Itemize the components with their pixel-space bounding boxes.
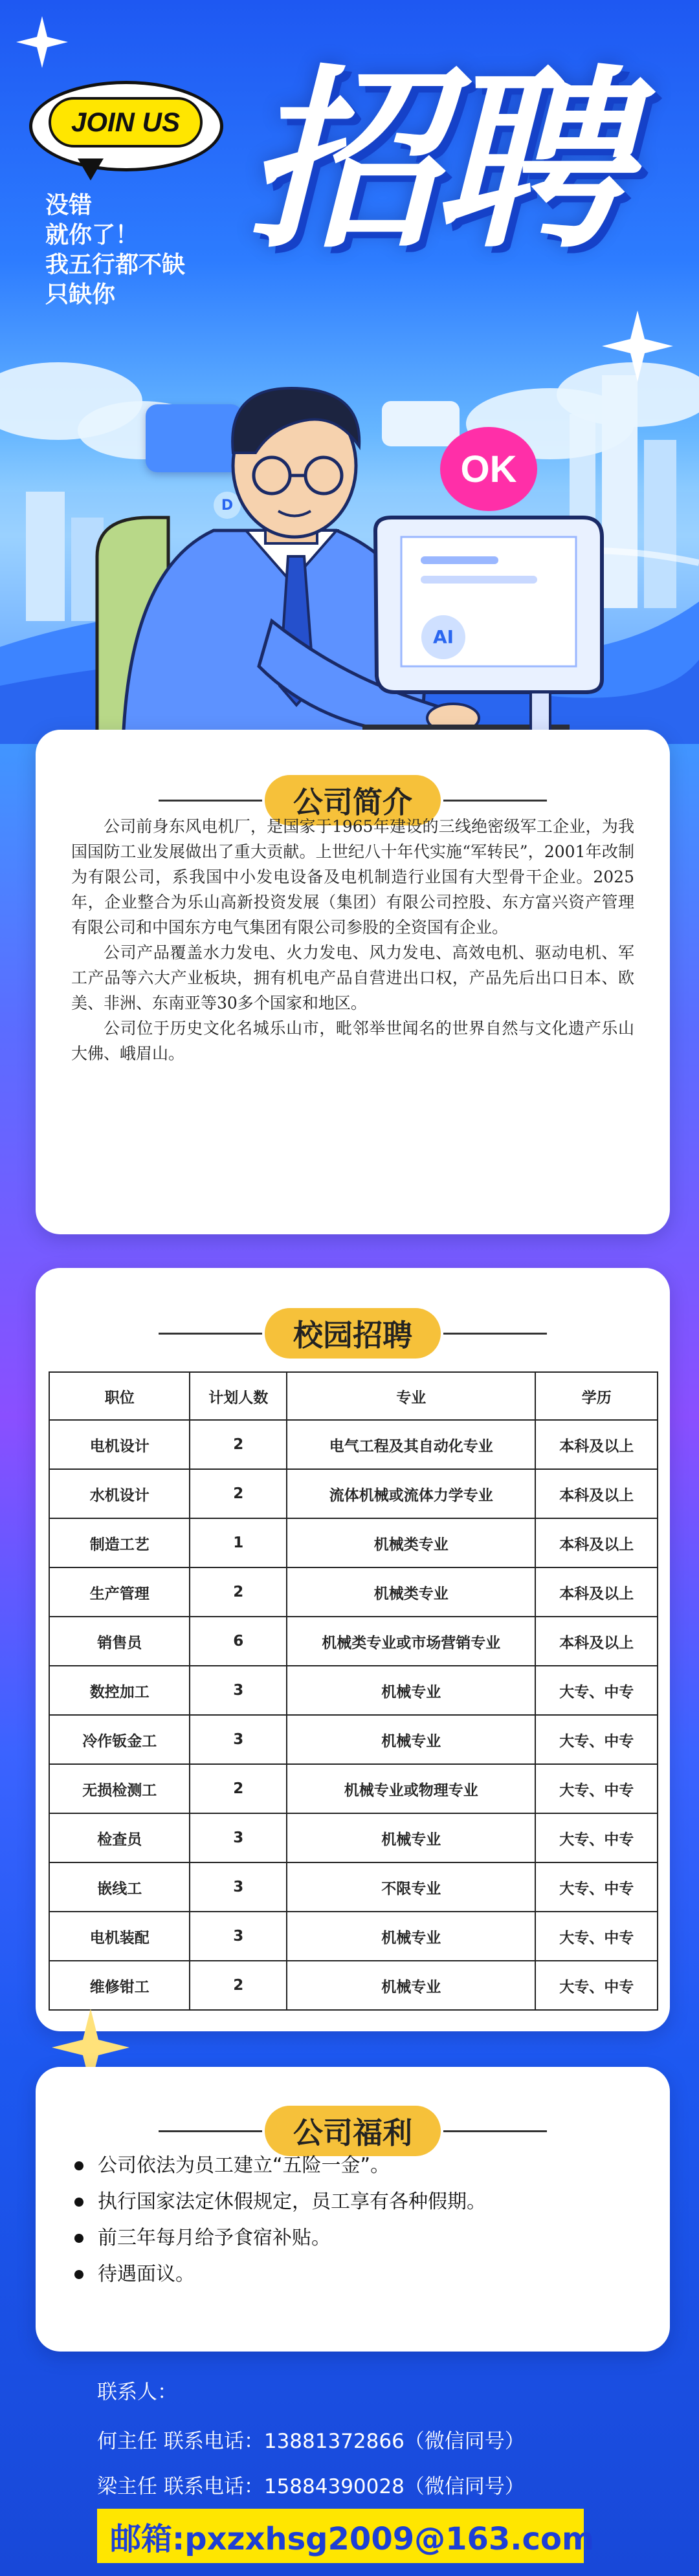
welfare-text: 执行国家法定休假规定，员工享有各种假期。: [98, 2190, 486, 2213]
contact-heading: 联系人：: [97, 2381, 177, 2404]
welfare-title: 公司福利: [265, 2106, 441, 2156]
table-cell: 本科及以上: [535, 1420, 658, 1469]
d-label: D: [221, 497, 234, 514]
table-row: [49, 1518, 658, 1567]
list-item: [74, 2184, 644, 2220]
table-cell: 3: [190, 1715, 287, 1764]
slogan-line: 没错: [45, 192, 93, 219]
table-cell: 机械类专业或市场营销专业: [287, 1617, 535, 1666]
table-row: [49, 1617, 658, 1666]
intro-paragraph: 公司位于历史文化名城乐山市，毗邻举世闻名的世界自然与文化遗产乐山大佛、峨眉山。: [71, 1019, 634, 1063]
intro-paragraph: 公司前身东风电机厂，是国家于1965年建设的三线绝密级军工企业，为我国国防工业发展做出了重大贡献。上世纪八十年代实施“军转民”，2001年改制为有限公司，系我国中小发电设备及电机制造行业国有大型骨干企业。2025年，企业整合为乐山高新投资发展（集团）有限公司控股、东方富兴资产管理有限公司和中国东方电气集团有限公司参股的全资国有企业。: [71, 817, 634, 937]
divider: [443, 800, 547, 802]
table-cell: 销售员: [49, 1617, 190, 1666]
table-cell: 检查员: [49, 1813, 190, 1862]
table-cell: 3: [190, 1862, 287, 1912]
table-cell: 机械专业: [287, 1666, 535, 1715]
table-cell: 无损检测工: [49, 1764, 190, 1813]
table-cell: 冷作钣金工: [49, 1715, 190, 1764]
bullet-icon: [74, 2198, 83, 2207]
table-cell: 2: [190, 1469, 287, 1518]
list-item: [74, 2148, 644, 2184]
divider: [159, 1333, 262, 1335]
table-cell: 生产管理: [49, 1567, 190, 1617]
table-row: [49, 1764, 658, 1813]
section-heading: [36, 1308, 670, 1359]
table-cell: 2: [190, 1764, 287, 1813]
welfare-card: [36, 2067, 670, 2352]
welfare-list: [74, 2148, 644, 2293]
column-header: 计划人数: [190, 1372, 287, 1420]
table-cell: 嵌线工: [49, 1862, 190, 1912]
table-row: [49, 1469, 658, 1518]
bullet-icon: [74, 2161, 83, 2170]
hero-banner: [0, 0, 699, 744]
table-cell: 大专、中专: [535, 1961, 658, 2010]
table-cell: 机械专业: [287, 1912, 535, 1961]
bullet-icon: [74, 2234, 83, 2243]
intro-text: [71, 814, 634, 1066]
table-cell: 水机设计: [49, 1469, 190, 1518]
table-header-row: [49, 1372, 658, 1420]
table-cell: 机械专业: [287, 1961, 535, 2010]
intro-title: 公司简介: [265, 775, 441, 825]
email-text: 邮箱:pxzxhsg2009@163.com: [110, 2520, 594, 2557]
column-header: 专业: [287, 1372, 535, 1420]
table-cell: 流体机械或流体力学专业: [287, 1469, 535, 1518]
divider: [159, 800, 262, 802]
office-worker-illustration: [0, 0, 699, 744]
table-cell: 本科及以上: [535, 1567, 658, 1617]
table-cell: 本科及以上: [535, 1617, 658, 1666]
table-cell: 电机设计: [49, 1420, 190, 1469]
table-cell: 机械类专业: [287, 1567, 535, 1617]
table-cell: 6: [190, 1617, 287, 1666]
table-cell: 大专、中专: [535, 1666, 658, 1715]
slogan-line: 我五行都不缺: [45, 252, 186, 278]
table-cell: 制造工艺: [49, 1518, 190, 1567]
join-us-label: JOIN US: [49, 97, 203, 147]
table-cell: 机械专业或物理专业: [287, 1764, 535, 1813]
table-cell: 本科及以上: [535, 1469, 658, 1518]
table-cell: 1: [190, 1518, 287, 1567]
table-row: [49, 1666, 658, 1715]
welfare-text: 待遇面议。: [98, 2263, 195, 2286]
table-cell: 电气工程及其自动化专业: [287, 1420, 535, 1469]
divider: [443, 1333, 547, 1335]
table-cell: 2: [190, 1567, 287, 1617]
table-cell: 2: [190, 1961, 287, 2010]
slogan-line: 就你了！: [45, 222, 139, 248]
table-cell: 大专、中专: [535, 1813, 658, 1862]
email-box: [97, 2509, 594, 2563]
table-row: [49, 1813, 658, 1862]
table-cell: 2: [190, 1420, 287, 1469]
table-cell: 大专、中专: [535, 1764, 658, 1813]
campus-recruit-card: [36, 1268, 670, 2031]
table-row: [49, 1567, 658, 1617]
welfare-text: 前三年每月给予食宿补贴。: [98, 2227, 331, 2249]
table-row: [49, 1862, 658, 1912]
contact-person: 梁主任 联系电话：15884390028（微信同号）: [97, 2475, 525, 2498]
table-row: [49, 1961, 658, 2010]
table-cell: 机械专业: [287, 1813, 535, 1862]
page-title: 招聘: [246, 49, 621, 274]
jobs-table: [49, 1371, 658, 2011]
table-cell: 大专、中专: [535, 1715, 658, 1764]
table-cell: 维修钳工: [49, 1961, 190, 2010]
ai-label: AI: [432, 626, 454, 648]
intro-paragraph: 公司产品覆盖水力发电、火力发电、风力发电、高效电机、驱动电机、军工产品等六大产业板块，拥有机电产品自营进出口权，产品先后出口日本、欧美、非洲、东南亚等30多个国家和地区。: [71, 943, 634, 1012]
contact-person: 何主任 联系电话：13881372866（微信同号）: [97, 2430, 525, 2453]
table-cell: 3: [190, 1666, 287, 1715]
table-cell: 大专、中专: [535, 1862, 658, 1912]
slogan-line: 只缺你: [45, 281, 116, 308]
table-cell: 3: [190, 1813, 287, 1862]
bullet-icon: [74, 2270, 83, 2279]
welfare-text: 公司依法为员工建立“五险一金”。: [98, 2154, 390, 2177]
divider: [443, 2130, 547, 2132]
divider: [159, 2130, 262, 2132]
column-header: 学历: [535, 1372, 658, 1420]
table-cell: 大专、中专: [535, 1912, 658, 1961]
ok-label: OK: [460, 448, 517, 490]
table-cell: 不限专业: [287, 1862, 535, 1912]
recruit-title: 校园招聘: [265, 1308, 441, 1359]
table-row: [49, 1420, 658, 1469]
column-header: 职位: [49, 1372, 190, 1420]
table-cell: 电机装配: [49, 1912, 190, 1961]
company-intro-card: [36, 730, 670, 1234]
table-cell: 本科及以上: [535, 1518, 658, 1567]
table-row: [49, 1912, 658, 1961]
table-cell: 数控加工: [49, 1666, 190, 1715]
table-cell: 机械专业: [287, 1715, 535, 1764]
table-cell: 3: [190, 1912, 287, 1961]
table-cell: 机械类专业: [287, 1518, 535, 1567]
list-item: [74, 2220, 644, 2256]
list-item: [74, 2256, 644, 2293]
table-row: [49, 1715, 658, 1764]
